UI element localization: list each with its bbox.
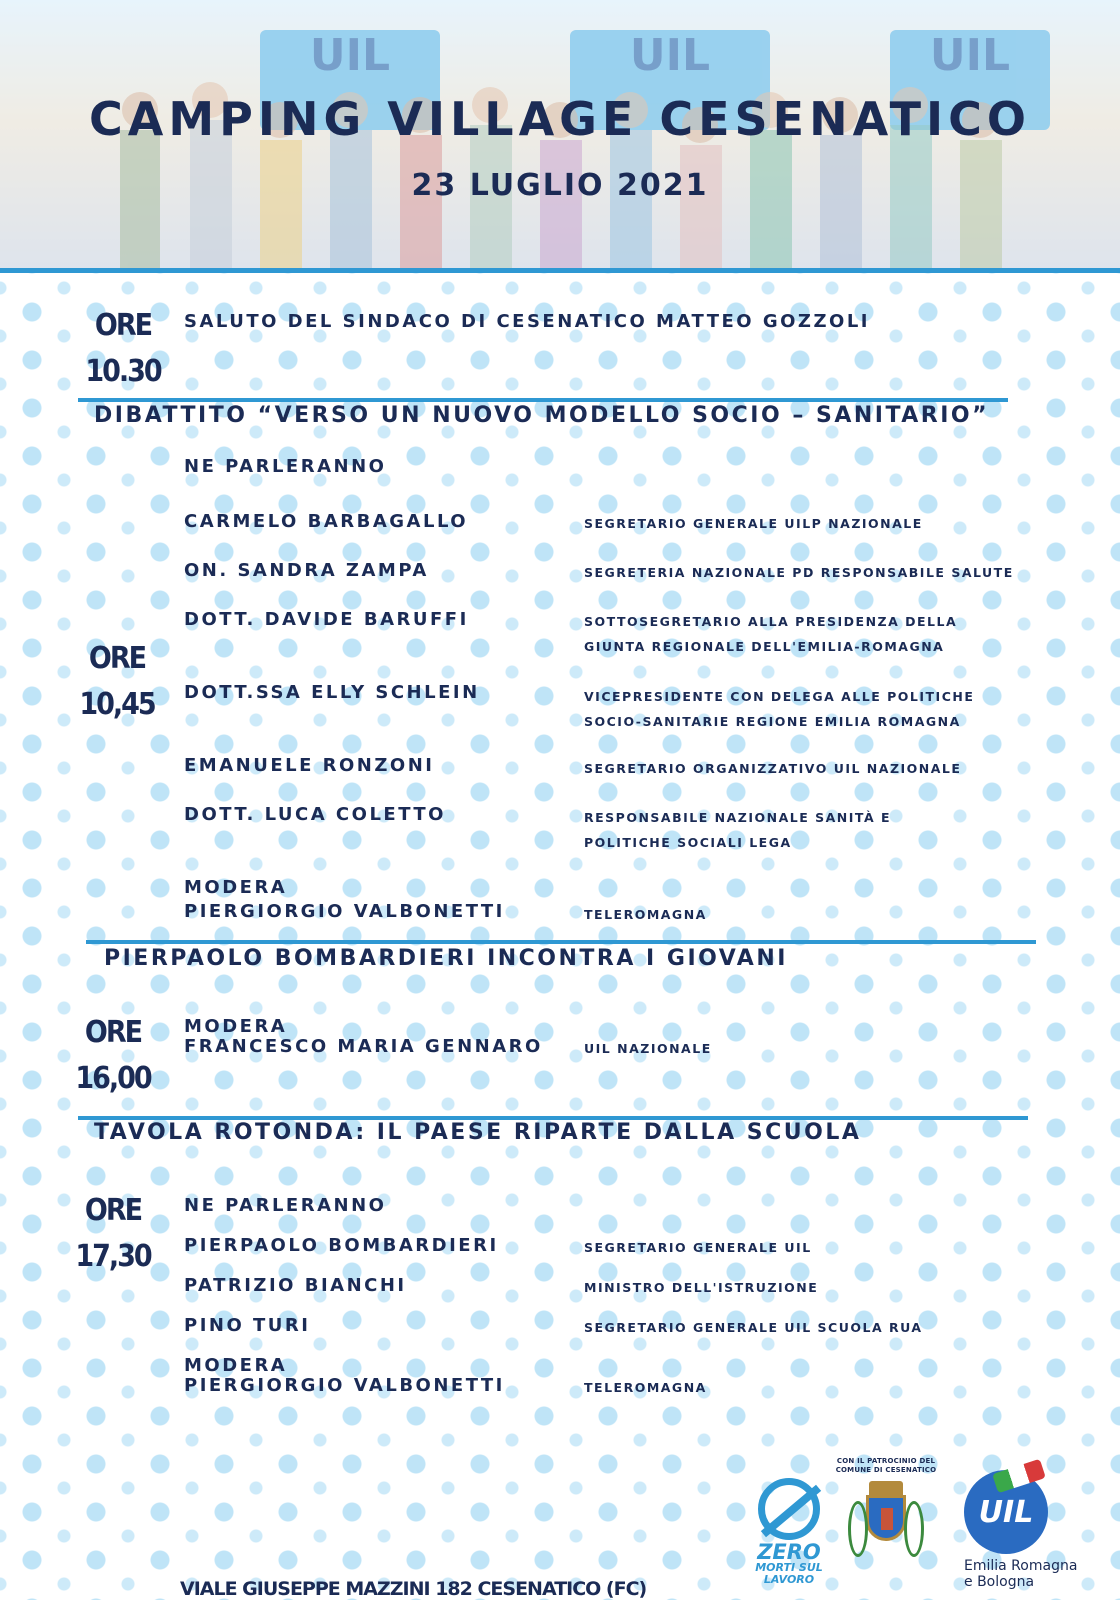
debate-title: DIBATTITO “VERSO UN NUOVO MODELLO SOCIO – SANITARIO” bbox=[94, 403, 990, 428]
youth-time: 16,00 bbox=[75, 1061, 151, 1096]
uil-region-line1: Emilia Romagna bbox=[964, 1558, 1078, 1574]
ore-label: ORE bbox=[88, 641, 146, 676]
uil-logo bbox=[964, 1470, 1094, 1590]
speaker-role: SEGRETARIO GENERALE UIL SCUOLA RUA bbox=[584, 1320, 923, 1335]
uil-word: UIL bbox=[978, 1494, 1034, 1530]
divider bbox=[78, 398, 1008, 402]
school-title: TAVOLA ROTONDA: IL PAESE RIPARTE DALLA SCUOLA bbox=[94, 1120, 862, 1145]
moderator-label: MODERA bbox=[184, 877, 288, 898]
speaker-name: DOTT. DAVIDE BARUFFI bbox=[184, 609, 469, 630]
speaker-name: PATRIZIO BIANCHI bbox=[184, 1275, 407, 1296]
ore-label: ORE bbox=[84, 1193, 142, 1228]
youth-title: PIERPAOLO BOMBARDIERI INCONTRA I GIOVANI bbox=[104, 946, 788, 971]
speaker-name: DOTT. LUCA COLETTO bbox=[184, 804, 446, 825]
speaker-name: PIERPAOLO BOMBARDIERI bbox=[184, 1235, 499, 1256]
debate-intro: NE PARLERANNO bbox=[184, 456, 387, 477]
speaker-role: SEGRETARIO ORGANIZZATIVO UIL NAZIONALE bbox=[584, 761, 962, 776]
speaker-role: RESPONSABILE NAZIONALE SANITÀ E POLITICHE SOCIALI LEGA bbox=[584, 810, 892, 850]
speaker-role: SEGRETERIA NAZIONALE PD RESPONSABILE SALUTE bbox=[584, 565, 1014, 580]
uil-mark-icon bbox=[964, 1470, 1048, 1554]
patronage-text: CON IL PATROCINIO DEL COMUNE DI CESENATICO bbox=[835, 1457, 937, 1474]
speaker-name: DOTT.SSA ELLY SCHLEIN bbox=[184, 682, 480, 703]
slot1-time: 10.30 bbox=[85, 354, 161, 389]
moderator-label: MODERA bbox=[184, 1355, 288, 1376]
uil-flag-1: UIL bbox=[260, 30, 440, 130]
ore-label: ORE bbox=[84, 1015, 142, 1050]
speaker-name: PINO TURI bbox=[184, 1315, 311, 1336]
debate-time-block bbox=[72, 636, 162, 728]
youth-time-block bbox=[68, 1010, 158, 1102]
comune-patronage bbox=[828, 1457, 944, 1555]
zero-logo-line2: MORTI SUL bbox=[755, 1561, 823, 1574]
divider bbox=[86, 940, 1036, 944]
speaker-role: MINISTRO DELL'ISTRUZIONE bbox=[584, 1280, 819, 1295]
school-time: 17,30 bbox=[75, 1239, 151, 1274]
moderator-name: PIERGIORGIO VALBONETTI bbox=[184, 901, 505, 922]
zero-morti-logo bbox=[744, 1478, 834, 1588]
venue-address: VIALE GIUSEPPE MAZZINI 182 CESENATICO (FC) bbox=[180, 1578, 647, 1600]
moderator-name: PIERGIORGIO VALBONETTI bbox=[184, 1375, 505, 1396]
ore-label: ORE bbox=[94, 308, 152, 343]
slot1-time-block bbox=[78, 303, 168, 395]
uil-region-line2: e Bologna bbox=[964, 1574, 1035, 1590]
moderator-role: TELEROMAGNA bbox=[584, 1380, 707, 1395]
school-intro: NE PARLERANNO bbox=[184, 1195, 387, 1216]
moderator-name: FRANCESCO MARIA GENNARO bbox=[184, 1036, 543, 1057]
zero-logo-line3: LAVORO bbox=[763, 1573, 815, 1586]
event-title: CAMPING VILLAGE CESENATICO bbox=[89, 92, 1031, 146]
cesenatico-crest-icon bbox=[860, 1481, 912, 1555]
zero-circle-icon bbox=[758, 1478, 820, 1540]
uil-flag-3: UIL bbox=[890, 30, 1050, 130]
slot1-text: SALUTO DEL SINDACO DI CESENATICO MATTEO GOZZOLI bbox=[184, 311, 870, 332]
school-time-block bbox=[68, 1188, 158, 1280]
zero-logo-line1: ZERO bbox=[757, 1540, 821, 1564]
moderator-label: MODERA bbox=[184, 1016, 288, 1037]
speaker-name: CARMELO BARBAGALLO bbox=[184, 511, 469, 532]
header-banner bbox=[0, 0, 1120, 270]
speaker-name: EMANUELE RONZONI bbox=[184, 755, 435, 776]
speaker-role: SEGRETARIO GENERALE UILP NAZIONALE bbox=[584, 516, 923, 531]
speaker-name: ON. SANDRA ZAMPA bbox=[184, 560, 429, 581]
header-divider bbox=[0, 268, 1120, 273]
speaker-role: VICEPRESIDENTE CON DELEGA ALLE POLITICHE SOCIO-SANITARIE REGIONE EMILIA ROMAGNA bbox=[584, 689, 975, 729]
moderator-role: TELEROMAGNA bbox=[584, 907, 707, 922]
uil-flag-2: UIL bbox=[570, 30, 770, 130]
moderator-role: UIL NAZIONALE bbox=[584, 1041, 712, 1056]
italian-flag-icon bbox=[992, 1459, 1046, 1493]
event-date: 23 LUGLIO 2021 bbox=[411, 168, 709, 203]
debate-time: 10,45 bbox=[79, 687, 155, 722]
speaker-role: SOTTOSEGRETARIO ALLA PRESIDENZA DELLA GIUNTA REGIONALE DELL'EMILIA-ROMAGNA bbox=[584, 614, 958, 654]
speaker-role: SEGRETARIO GENERALE UIL bbox=[584, 1240, 812, 1255]
